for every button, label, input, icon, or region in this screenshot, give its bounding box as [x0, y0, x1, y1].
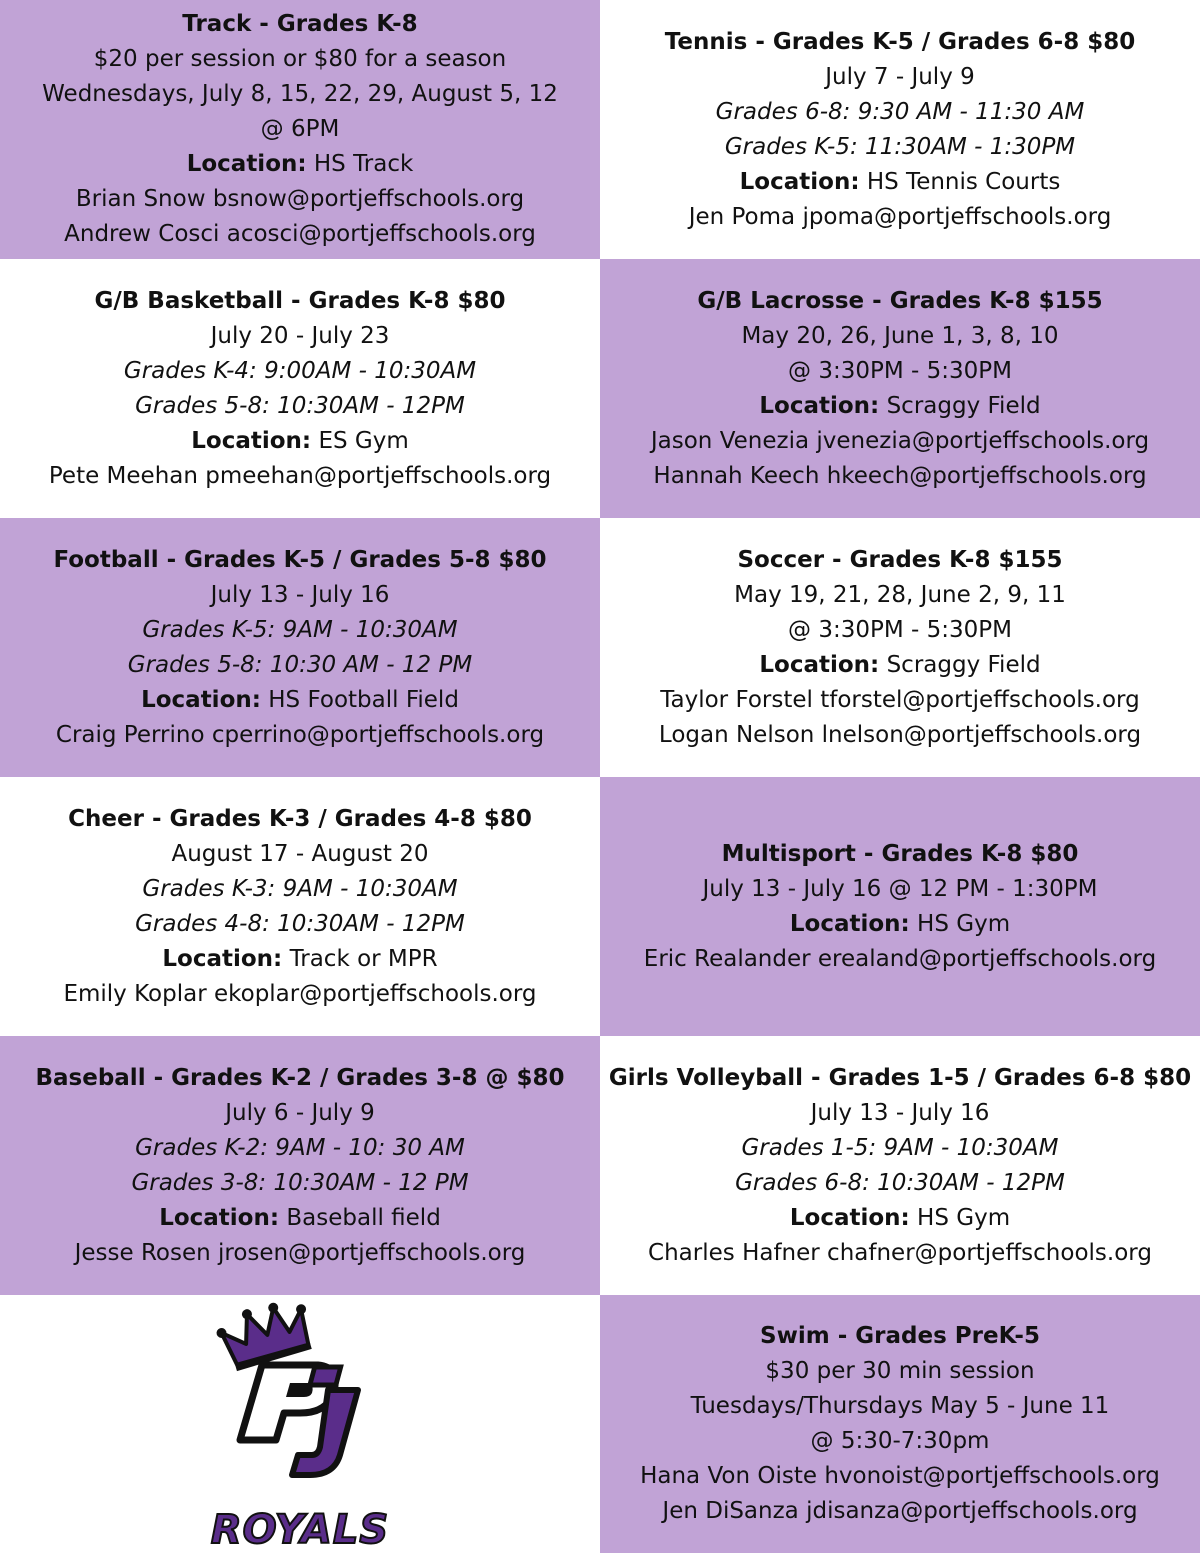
multisport-card	[600, 777, 1200, 1036]
card-title: G/B Basketball - Grades K-8 $80	[94, 287, 506, 314]
card-title: Baseball - Grades K-2 / Grades 3-8 @ $80	[35, 1064, 565, 1091]
location-label: Location:	[191, 427, 312, 454]
card-grade-time: Grades 6-8: 10:30AM - 12PM	[735, 1169, 1065, 1196]
location-value: Scraggy Field	[879, 392, 1041, 419]
location-label: Location:	[739, 168, 860, 195]
card-title: Cheer - Grades K-3 / Grades 4-8 $80	[68, 805, 532, 832]
card-contact: Brian Snow bsnow@portjeffschools.org	[75, 186, 525, 212]
card-location	[187, 147, 414, 182]
card-title: Swim - Grades PreK-5	[760, 1323, 1040, 1349]
card-line: July 6 - July 9	[225, 1099, 375, 1126]
location-label: Location:	[759, 392, 880, 419]
card-grade-time: Grades 5-8: 10:30AM - 12PM	[135, 392, 465, 419]
card-line: $30 per 30 min session	[765, 1358, 1035, 1384]
card-title: Soccer - Grades K-8 $155	[737, 546, 1063, 573]
logo-card	[0, 1295, 600, 1553]
card-contact: Jason Venezia jvenezia@portjeffschools.org	[650, 427, 1150, 454]
card-title: Multisport - Grades K-8 $80	[721, 840, 1079, 867]
location-value: HS Gym	[909, 1204, 1011, 1231]
location-label: Location:	[789, 1204, 910, 1231]
card-contact: Emily Koplar ekoplar@portjeffschools.org	[63, 980, 537, 1007]
card-grade-time: Grades 5-8: 10:30 AM - 12 PM	[127, 651, 473, 678]
card-grade-time: Grades K-3: 9AM - 10:30AM	[142, 875, 458, 902]
card-contact: Charles Hafner chafner@portjeffschools.org	[648, 1239, 1152, 1266]
card-contact: Jesse Rosen jrosen@portjeffschools.org	[74, 1239, 526, 1266]
card-grade-time: Grades 3-8: 10:30AM - 12 PM	[131, 1169, 469, 1196]
card-title: Football - Grades K-5 / Grades 5-8 $80	[53, 546, 547, 573]
card-grade-time: Grades K-4: 9:00AM - 10:30AM	[123, 357, 477, 384]
location-label: Location:	[759, 651, 880, 678]
card-title: Track - Grades K-8	[182, 11, 418, 37]
card-grade-time: Grades K-5: 9AM - 10:30AM	[142, 616, 458, 643]
card-grade-time: Grades 4-8: 10:30AM - 12PM	[135, 910, 465, 937]
cheer-card	[0, 777, 600, 1036]
card-line: July 13 - July 16	[810, 1099, 990, 1126]
football-card	[0, 518, 600, 777]
card-contact: Jen Poma jpoma@portjeffschools.org	[688, 203, 1112, 230]
card-line: @ 5:30-7:30pm	[810, 1428, 990, 1454]
card-location	[790, 907, 1010, 942]
card-contact: Andrew Cosci acosci@portjeffschools.org	[64, 221, 536, 247]
card-line: @ 3:30PM - 5:30PM	[788, 357, 1012, 384]
card-line: Wednesdays, July 8, 15, 22, 29, August 5, 12	[42, 81, 558, 107]
location-label: Location:	[159, 1204, 280, 1231]
card-grade-time: Grades 1-5: 9AM - 10:30AM	[741, 1134, 1059, 1161]
crown-pj-logo-graphic	[200, 1295, 400, 1515]
card-location	[159, 1201, 441, 1236]
card-line: August 17 - August 20	[171, 840, 429, 867]
card-location	[790, 1201, 1010, 1236]
card-line: July 7 - July 9	[825, 63, 975, 90]
card-title: G/B Lacrosse - Grades K-8 $155	[697, 287, 1103, 314]
card-line: @ 3:30PM - 5:30PM	[788, 616, 1012, 643]
card-line: $20 per session or $80 for a season	[93, 46, 507, 72]
location-value: HS Tennis Courts	[859, 168, 1061, 195]
card-line: May 20, 26, June 1, 3, 8, 10	[741, 322, 1059, 349]
card-location	[162, 942, 437, 977]
royals-wordmark: ROYALS	[210, 1507, 390, 1553]
location-label: Location:	[162, 945, 283, 972]
track-card	[0, 0, 600, 259]
card-location	[740, 165, 1061, 200]
card-line: July 13 - July 16 @ 12 PM - 1:30PM	[702, 875, 1098, 902]
location-value: HS Football Field	[260, 686, 459, 713]
card-grade-time: Grades K-5: 11:30AM - 1:30PM	[724, 133, 1076, 160]
location-value: Baseball field	[279, 1204, 441, 1231]
location-label: Location:	[141, 686, 261, 713]
card-contact: Eric Realander erealand@portjeffschools.org	[643, 945, 1157, 972]
baseball-card	[0, 1036, 600, 1295]
basketball-card	[0, 259, 600, 518]
card-contact: Jen DiSanza jdisanza@portjeffschools.org	[662, 1498, 1138, 1524]
location-label: Location:	[186, 151, 307, 177]
lacrosse-card	[600, 259, 1200, 518]
location-value: HS Track	[306, 151, 414, 177]
location-label: Location:	[789, 910, 910, 937]
card-location	[141, 683, 459, 718]
card-title: Tennis - Grades K-5 / Grades 6-8 $80	[664, 28, 1136, 55]
location-value: ES Gym	[311, 427, 409, 454]
card-location	[759, 389, 1040, 424]
card-title: Girls Volleyball - Grades 1-5 / Grades 6-8 $80	[608, 1064, 1192, 1091]
location-value: HS Gym	[909, 910, 1011, 937]
soccer-card	[600, 518, 1200, 777]
card-grade-time: Grades K-2: 9AM - 10: 30 AM	[135, 1134, 465, 1161]
card-grade-time: Grades 6-8: 9:30 AM - 11:30 AM	[715, 98, 1085, 125]
card-line: May 19, 21, 28, June 2, 9, 11	[734, 581, 1066, 608]
card-line: @ 6PM	[260, 116, 340, 142]
location-value: Scraggy Field	[879, 651, 1041, 678]
card-contact: Craig Perrino cperrino@portjeffschools.org	[55, 721, 545, 748]
card-contact: Hana Von Oiste hvonoist@portjeffschools.org	[640, 1463, 1160, 1489]
volleyball-card	[600, 1036, 1200, 1295]
card-line: Tuesdays/Thursdays May 5 - June 11	[690, 1393, 1110, 1419]
card-line: July 20 - July 23	[210, 322, 390, 349]
card-contact: Pete Meehan pmeehan@portjeffschools.org	[48, 462, 552, 489]
card-contact: Taylor Forstel tforstel@portjeffschools.org	[660, 686, 1140, 713]
card-contact: Hannah Keech hkeech@portjeffschools.org	[653, 462, 1147, 489]
pj-royals-logo	[200, 1295, 400, 1553]
crown-icon	[212, 1295, 317, 1373]
card-location	[759, 648, 1040, 683]
location-value: Track or MPR	[282, 945, 438, 972]
card-location	[191, 424, 408, 459]
tennis-card	[600, 0, 1200, 259]
card-contact: Logan Nelson lnelson@portjeffschools.org	[658, 721, 1142, 748]
card-line: July 13 - July 16	[210, 581, 390, 608]
swim-card	[600, 1295, 1200, 1553]
